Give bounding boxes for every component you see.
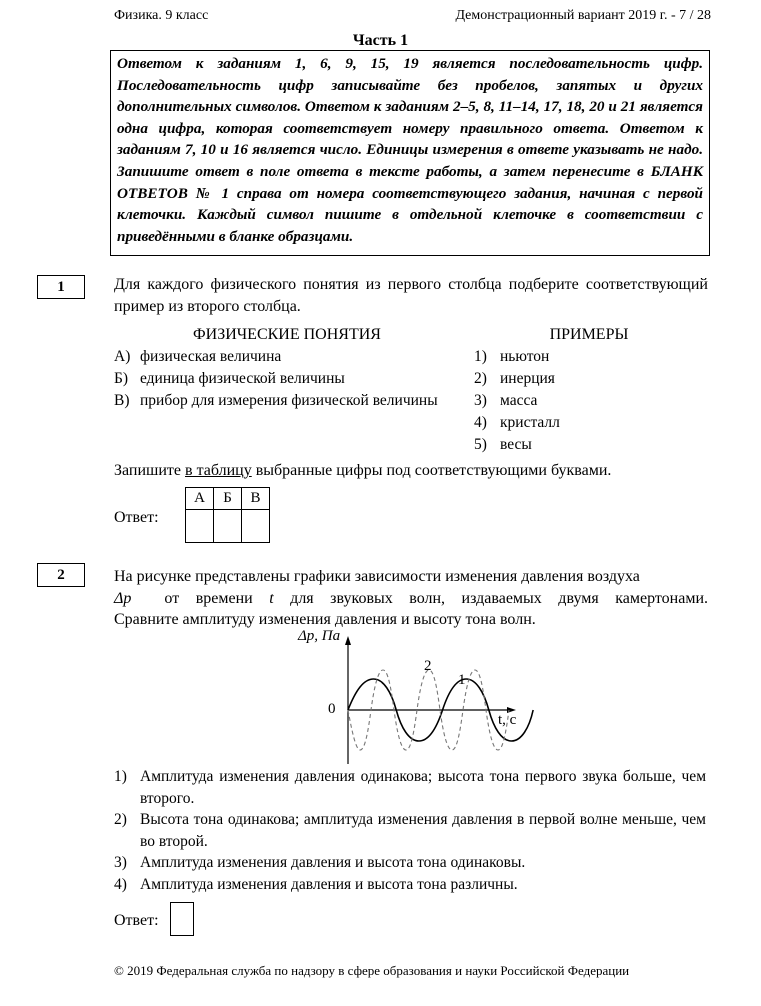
task1-answer-label: Ответ: <box>114 509 159 526</box>
option-item: 1) Амплитуда изменения давления одинакова; высота тона первого звука больше, чем второго. <box>114 768 706 807</box>
header-subject: Физика. 9 класс <box>114 8 209 23</box>
option-item: 4) Амплитуда изменения давления и высота тона различны. <box>114 875 518 893</box>
answer-cell-b[interactable] <box>214 510 242 543</box>
task-number-box: 1 <box>37 275 85 299</box>
example-item: 2) инерция <box>474 370 555 387</box>
example-item: 5) весы <box>474 436 532 453</box>
table-instruction-underlined: в таблицу <box>185 462 252 479</box>
task2-answer-box[interactable] <box>170 902 194 936</box>
task1-prompt: Для каждого физического понятия из первого столбца подберите соответствующий пример из второго столбца. <box>114 276 708 315</box>
answer-column-b: Б <box>214 488 242 510</box>
option-item: 2) Высота тона одинакова; амплитуда изменения давления в первой волне меньше, чем во второй. <box>114 811 706 850</box>
wave-graph-svg <box>280 632 540 767</box>
answer-cell-v[interactable] <box>242 510 270 543</box>
concepts-list <box>114 346 462 412</box>
pressure-time-graph <box>280 628 540 767</box>
task-number-box: 2 <box>37 563 85 587</box>
option-item: 3) Амплитуда изменения давления и высота тона одинаковы. <box>114 854 526 871</box>
examples-list <box>474 346 704 456</box>
concept-item: А) физическая величина <box>114 348 282 365</box>
task2-answer-label: Ответ: <box>114 912 159 929</box>
curve-2-label: 2 <box>424 658 432 674</box>
origin-label: 0 <box>328 701 336 717</box>
footer-copyright: © 2019 Федеральная служба по надзору в сфере образования и науки Российской Федерации <box>114 963 630 978</box>
concepts-header: ФИЗИЧЕСКИЕ ПОНЯТИЯ <box>193 326 381 343</box>
example-item: 4) кристалл <box>474 414 560 431</box>
concept-item: В) прибор для измерения физической величины <box>114 392 438 409</box>
answer-cell-a[interactable] <box>186 510 214 543</box>
answer-column-a: А <box>186 488 214 510</box>
curve-1-label: 1 <box>458 672 466 688</box>
task2-prompt: На рисунке представлены графики зависимости изменения давления воздуха Δp от времени t для звуковых волн, издаваемых двумя камертонами. Сравните амплитуду изменения давления и высоту тона волн. <box>114 568 709 628</box>
examples-header: ПРИМЕРЫ <box>549 326 629 343</box>
header-page-info: Демонстрационный вариант 2019 г. - 7 / 28 <box>455 8 711 23</box>
task1-answer-table <box>185 487 270 543</box>
table-instruction: Запишите в таблицу выбранные цифры под соответствующими буквами. <box>114 462 612 479</box>
task2-options <box>114 766 706 895</box>
concept-item: Б) единица физической величины <box>114 370 345 387</box>
x-axis-label: t, с <box>498 712 517 728</box>
example-item: 1) ньютон <box>474 348 550 365</box>
answer-column-v: В <box>242 488 270 510</box>
y-axis-label: Δp, Па <box>298 628 341 644</box>
instructions-box <box>110 50 710 256</box>
instructions-text: Ответом к заданиям 1, 6, 9, 15, 19 является последовательность цифр. Последовательность цифр записывайте без пробелов, запятых и других дополнительных символов. Ответом к заданиям 2–5, 8, 11–14, 17, 18, 20 и 21 является одна цифра, которая соответствует номеру правильного ответа. Ответом к заданиям 7, 10 и 16 является число. Единицы измерения в ответе указывать не надо. Запишите ответ в поле ответа в тексте работы, а затем перенесите в БЛАНК ОТВЕТОВ № 1 справа от номера соответствующего задания, начиная с первой клеточки. Каждый символ пишите в отдельной клеточке в соответствии с приведёнными в бланке образцами. <box>117 55 703 245</box>
example-item: 3) масса <box>474 392 538 409</box>
part-title: Часть 1 <box>352 32 409 49</box>
